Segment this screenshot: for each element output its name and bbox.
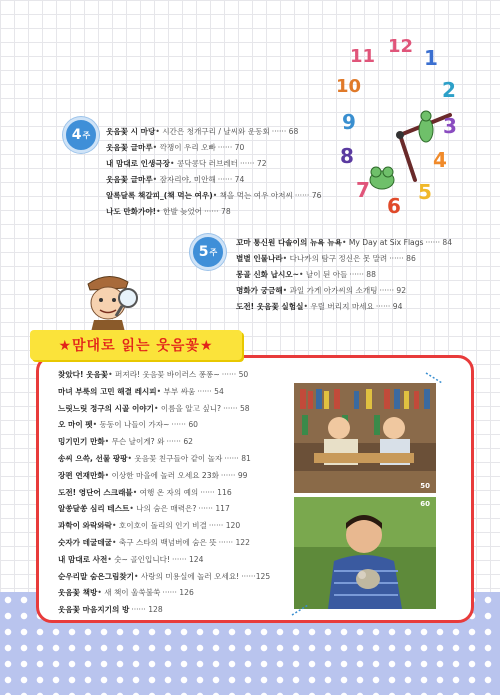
list-item-subtitle: • 부부 싸움 xyxy=(156,386,196,396)
toc-subtitle: • 깍쟁이 우리 오빠 xyxy=(152,143,216,152)
toc-title: 웃음꽃 글마루 xyxy=(106,143,153,152)
clock-number: 4 xyxy=(433,148,447,172)
detective-magnifier-icon xyxy=(78,268,148,338)
toc-row[interactable] xyxy=(106,172,321,188)
toc-row[interactable] xyxy=(106,204,321,220)
list-item-page: ······ 58 xyxy=(223,403,250,413)
list-item[interactable] xyxy=(58,535,270,552)
toc-subtitle: • 날이 된 아들 xyxy=(299,270,348,279)
list-item-page: ······ 99 xyxy=(220,470,248,480)
list-item-subtitle: • 여행 온 자의 예의 xyxy=(132,487,199,497)
toc-subtitle: • 한발 늦었어 xyxy=(156,207,203,216)
toc-page: ······ 70 xyxy=(217,143,245,152)
list-item[interactable] xyxy=(58,451,270,468)
toc-title: 웃음꽃 시 마당 xyxy=(106,127,156,136)
list-item-subtitle: • 퍼져라! 웃음꽃 바이러스 퐁퐁~ xyxy=(108,370,220,379)
toc-title: 알록달록 책갈피_(책 먹는 여우) xyxy=(106,191,213,200)
list-item-title: 순우리말 숨은그림찾기 xyxy=(58,571,134,581)
week-4-badge xyxy=(63,117,99,153)
list-item-title: 송씨 으쓱, 선물 팡팡 xyxy=(58,453,128,463)
list-item-title: 도전! 영단어 스크래블 xyxy=(58,487,133,497)
clock-number: 7 xyxy=(356,178,370,202)
toc-title: 꼬마 통신원 다솔이의 뉴욕 뉴욕 xyxy=(236,238,342,247)
toc-page: ······ 68 xyxy=(271,127,299,136)
list-item[interactable] xyxy=(58,518,270,535)
list-item-subtitle: • 나의 숨은 매력은? xyxy=(129,504,197,514)
toc-subtitle: • 다나카의 탐구 정신은 못 말려 xyxy=(282,254,388,263)
list-item-page: ······ 117 xyxy=(198,504,230,514)
list-item-subtitle: • 무슨 날이게? 와 xyxy=(104,437,165,447)
list-item-subtitle: • 새 책이 울쑥불쑥 xyxy=(97,588,161,598)
list-item-subtitle: • 이름을 알고 싶니? xyxy=(153,403,222,413)
list-item[interactable] xyxy=(58,552,270,569)
toc-row[interactable] xyxy=(106,188,321,204)
list-item-page: ······ 120 xyxy=(208,521,241,531)
toc-subtitle: • 책을 먹는 여우 아저씨 xyxy=(212,191,293,200)
clock-number: 3 xyxy=(443,114,457,138)
list-item-title: 웃음꽃 마음지기의 방 xyxy=(58,605,130,615)
list-item-subtitle: • 웃음꽃 친구들아 같이 놀자 xyxy=(127,453,223,463)
week-4-unit: 주 xyxy=(82,130,91,140)
toc-title: 명화가 궁금해 xyxy=(236,286,283,295)
list-item-subtitle: • 호이호이 돌리의 인기 비결 xyxy=(112,521,207,531)
list-item-page: ······ 50 xyxy=(221,370,249,379)
list-item-title: 숫자가 데굴데굴 xyxy=(58,537,112,547)
toc-title: 웃음꽃 글마루 xyxy=(106,175,153,184)
clock-number: 8 xyxy=(340,144,354,168)
toc-row[interactable] xyxy=(236,235,452,251)
photo-page-number: 50 xyxy=(420,482,430,490)
clock-number: 1 xyxy=(424,46,438,70)
list-item-page: ······ 81 xyxy=(224,453,251,463)
clock-number: 2 xyxy=(442,78,456,102)
toc-subtitle: • 과일 가게 아가씨의 소개팅 xyxy=(282,286,378,295)
section-banner: ★맘대로 읽는 웃음꽃★ xyxy=(30,330,242,360)
toc-title: 나도 만화가야! xyxy=(106,207,157,216)
list-item-title: 내 맘대로 사전 xyxy=(58,554,108,564)
toc-page: ······ 84 xyxy=(425,238,453,247)
list-item-title: 마녀 부룩의 고민 해결 레시피 xyxy=(58,386,157,396)
week-5-number: 5 xyxy=(198,244,209,260)
reading-list xyxy=(58,367,270,619)
toc-title: 도전! 웃음꽃 실험실 xyxy=(236,302,304,311)
list-item[interactable] xyxy=(58,384,270,401)
list-item-title: 찾았다! 웃음꽃 xyxy=(58,370,109,379)
toc-row[interactable] xyxy=(236,267,452,283)
list-item[interactable] xyxy=(58,501,270,518)
week-4-number: 4 xyxy=(71,127,82,143)
library-photo-icon xyxy=(294,383,436,493)
list-item-subtitle: • 이상한 마을에 놀러 오세요 23화 xyxy=(104,470,219,480)
toc-row[interactable] xyxy=(106,140,321,156)
list-item-subtitle: • 숫~ 골인입니다! xyxy=(107,554,171,564)
list-item-subtitle: • 동동이 나들이 가자~ xyxy=(92,420,170,430)
toc-row[interactable] xyxy=(106,124,321,140)
photo-page-number: 60 xyxy=(420,500,430,508)
week-5-badge xyxy=(190,234,226,270)
week-5-unit: 주 xyxy=(209,247,218,257)
list-item-page: ······ 54 xyxy=(197,386,224,396)
toc-page: ······ 78 xyxy=(204,207,231,216)
list-item-title: 오 마이 펫 xyxy=(58,420,93,430)
clock-number: 6 xyxy=(387,194,401,218)
list-item[interactable] xyxy=(58,468,270,485)
list-item-subtitle: • 축구 스타의 백넘버에 숨은 뜻 xyxy=(112,537,217,547)
decorative-pencil-mark-icon xyxy=(290,602,310,616)
week-5-toc xyxy=(236,235,452,315)
clock-number: 12 xyxy=(388,36,414,57)
toc-row[interactable] xyxy=(236,299,452,315)
list-item[interactable] xyxy=(58,602,270,619)
week-4-toc xyxy=(106,124,321,220)
list-item[interactable] xyxy=(58,585,270,602)
toc-subtitle: • 콩닥콩닥 러브레터 xyxy=(169,159,238,168)
list-item[interactable] xyxy=(58,417,270,434)
list-item-page: ······ 124 xyxy=(172,554,204,564)
toc-page: ······ 94 xyxy=(375,302,403,311)
list-item-title: 느릿느릿 정구의 시골 이야기 xyxy=(58,403,154,413)
clock-number: 9 xyxy=(342,110,356,134)
toc-page: ······ 88 xyxy=(349,270,376,279)
list-item[interactable] xyxy=(58,367,270,384)
toc-subtitle: • My Day at Six Flags xyxy=(341,238,424,247)
list-item-title: 알쏭달쏭 심리 테스트 xyxy=(58,504,130,514)
list-item-page: ······ 62 xyxy=(166,437,193,447)
list-item[interactable] xyxy=(58,485,270,502)
list-item-title: 과학이 와락와락 xyxy=(58,521,112,531)
toc-page: ······ 92 xyxy=(379,286,407,295)
list-item-title: 웃음꽃 책방 xyxy=(58,588,98,598)
list-item[interactable] xyxy=(58,434,270,451)
list-item-title: 밍기민기 만화 xyxy=(58,437,105,447)
toc-page: ······ 76 xyxy=(294,191,322,200)
list-item-page: ······ 116 xyxy=(200,487,232,497)
list-item-page: ······ 60 xyxy=(171,420,198,430)
library-kids-photo xyxy=(294,383,436,493)
list-item-page: ······125 xyxy=(241,571,271,581)
list-item-page: ······ 128 xyxy=(131,605,163,615)
boy-with-toy-photo xyxy=(294,497,436,609)
list-item-page: ······ 126 xyxy=(162,588,194,598)
toc-subtitle: • 시간은 청개구리 / 날씨와 운동회 xyxy=(155,127,270,136)
list-item[interactable] xyxy=(58,401,270,418)
toc-page: ······ 74 xyxy=(217,175,245,184)
toc-row[interactable] xyxy=(106,156,321,172)
clock-number: 11 xyxy=(350,46,376,67)
clock-illustration xyxy=(330,30,480,220)
toc-title: 몽골 신화 납시오~ xyxy=(236,270,299,279)
toc-row[interactable] xyxy=(236,251,452,267)
clock-number: 5 xyxy=(418,180,432,204)
toc-subtitle: • 잠자리야, 미안해 xyxy=(152,175,216,184)
toc-row[interactable] xyxy=(236,283,452,299)
toc-page: ······ 86 xyxy=(389,254,416,263)
list-item-page: ······ 122 xyxy=(218,537,250,547)
toc-subtitle: • 우릴 버리지 마세요 xyxy=(303,302,374,311)
list-item-title: 장편 연재만화 xyxy=(58,470,105,480)
list-item[interactable] xyxy=(58,569,270,586)
decorative-pencil-mark-icon xyxy=(424,370,444,384)
toc-title: 별별 인물나라 xyxy=(236,254,283,263)
list-item-subtitle: • 사랑의 미용실에 놀러 오세요! xyxy=(134,571,240,581)
clock-number: 10 xyxy=(336,76,362,97)
toc-title: 내 맘대로 인생극장 xyxy=(106,159,170,168)
detective-illustration xyxy=(78,268,148,338)
toc-page: ······ 72 xyxy=(239,159,267,168)
boy-photo-icon xyxy=(294,497,436,609)
